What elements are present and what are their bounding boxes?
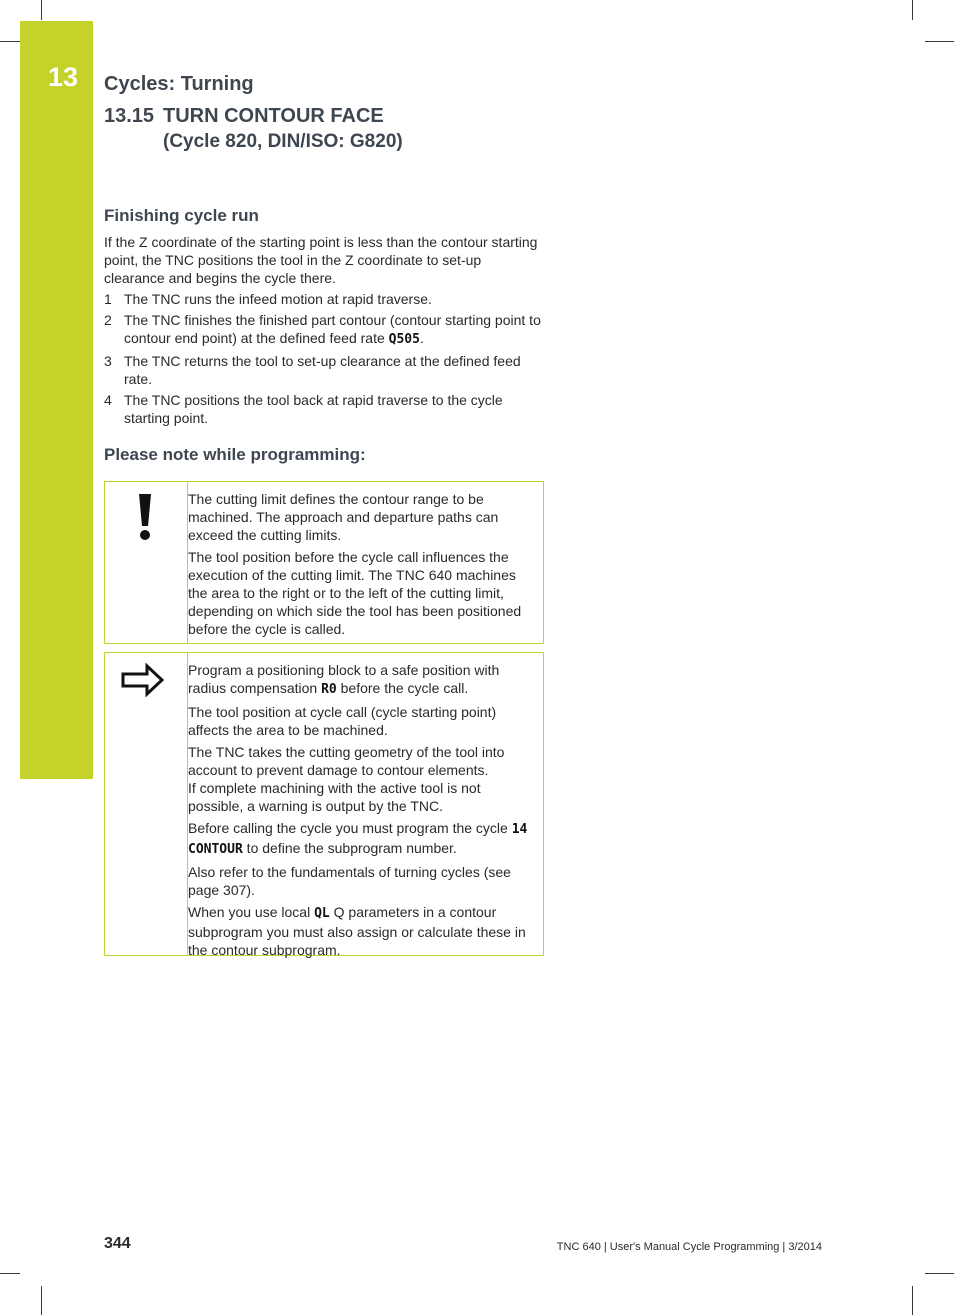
step-item: 3 The TNC returns the tool to set-up clearance at the defined feed rate. [104, 353, 521, 387]
crop-mark [925, 41, 954, 42]
warning-text: The cutting limit defines the contour range to be machined. The approach and departure paths can exceed the cutting limits. [188, 491, 499, 543]
crop-mark [41, 0, 42, 20]
tip-text: The TNC takes the cutting geometry of the tool into account to prevent damage to contour elements. If complete machining with the active tool is not possible, a warning is output by the TNC. [188, 744, 505, 814]
warning-text: The tool position before the cycle call influences the execution of the cutting limit. The TNC 640 machines the area to the right or to the left of the cutting limit, depending on which side the tool has been positioned before the cycle is called. [188, 549, 522, 637]
crop-mark [0, 41, 20, 42]
section-subtitle: (Cycle 820, DIN/ISO: G820) [163, 131, 403, 152]
footer-text: TNC 640 | User's Manual Cycle Programming | 3/2014 [556, 1241, 822, 1253]
page-number: 344 [104, 1235, 131, 1252]
chapter-title: Cycles: Turning [104, 73, 254, 95]
main-content [104, 206, 544, 956]
arrow-right-icon [121, 663, 165, 697]
tip-text: When you use local QL Q parameters in a contour subprogram you must also assign or calculate these in the contour subprogram. [188, 904, 526, 958]
step-item: 2 The TNC finishes the finished part contour (contour starting point to contour end point) at the defined feed rate Q505. [104, 312, 541, 347]
crop-mark [0, 1273, 20, 1274]
finishing-intro: If the Z coordinate of the starting point is less than the contour starting point, the TNC positions the tool in the Z coordinate to set-up clearance and begins the cycle there. [104, 234, 538, 286]
notes-heading: Please note while programming: [104, 445, 366, 464]
tip-text: Before calling the cycle you must program the cycle 14 CONTOUR to define the subprogram number. [188, 820, 528, 857]
crop-mark [912, 0, 913, 20]
tip-text: Also refer to the fundamentals of turning cycles (see page 307). [188, 864, 511, 898]
section-number: 13.15 [104, 105, 155, 127]
tips-box [104, 652, 544, 956]
tip-text: The tool position at cycle call (cycle starting point) affects the area to be machined. [188, 704, 497, 738]
tip-text: Program a positioning block to a safe position with radius compensation R0 before the cycle call. [188, 662, 500, 697]
param-code: QL [314, 906, 330, 921]
crop-mark [912, 1286, 913, 1315]
param-code: 14 CONTOUR [188, 822, 528, 857]
warning-box [104, 481, 544, 644]
finishing-heading: Finishing cycle run [104, 206, 259, 225]
finishing-steps [104, 290, 544, 427]
crop-mark [925, 1273, 954, 1274]
crop-mark [41, 1286, 42, 1315]
chapter-tab [20, 21, 93, 779]
chapter-number: 13 [48, 62, 79, 92]
exclamation-icon [135, 494, 155, 544]
step-item: 1 The TNC runs the infeed motion at rapid traverse. [104, 291, 432, 307]
section-name: TURN CONTOUR FACE [163, 105, 384, 127]
param-code: R0 [321, 682, 337, 697]
step-item: 4 The TNC positions the tool back at rapid traverse to the cycle starting point. [104, 392, 503, 426]
section-title [104, 104, 403, 154]
param-code: Q505 [388, 332, 420, 347]
